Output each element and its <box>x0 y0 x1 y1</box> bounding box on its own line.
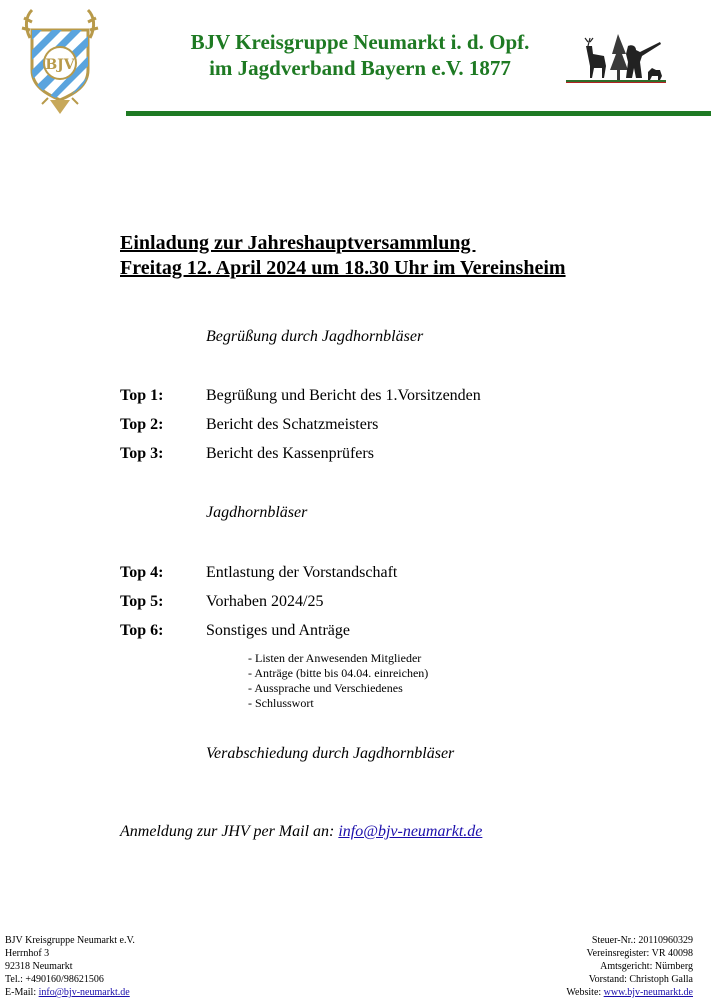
footer-phone: Tel.: +490160/98621506 <box>5 974 104 985</box>
footer-tax-number: Steuer-Nr.: 20110960329 <box>591 935 693 946</box>
agenda-top-label: Top 2: <box>120 416 164 433</box>
invitation-date: Freitag 12. April 2024 um 18.30 Uhr im Vereinsheim <box>120 257 566 279</box>
agenda-subitem: - Aussprache und Verschiedenes <box>248 681 403 695</box>
footer-email-label: E-Mail: <box>5 987 39 998</box>
footer-email <box>5 986 130 999</box>
footer-city: 92318 Neumarkt <box>5 961 73 972</box>
registration-note <box>120 822 482 842</box>
header-divider <box>126 111 711 116</box>
bjv-crest-icon <box>20 8 100 116</box>
agenda-top-text: Begrüßung und Bericht des 1.Vorsitzenden <box>206 387 481 404</box>
footer-court: Amtsgericht: Nürnberg <box>600 961 693 972</box>
agenda-top-label: Top 4: <box>120 564 164 581</box>
agenda-subitem: - Listen der Anwesenden Mitglieder <box>248 651 422 665</box>
hunter-deer-dog-silhouette-icon <box>566 32 666 84</box>
registration-text: Anmeldung zur JHV per Mail an: <box>120 823 339 840</box>
agenda-top-label: Top 5: <box>120 593 164 610</box>
footer-website <box>566 986 693 999</box>
agenda-top-text: Bericht des Kassenprüfers <box>206 445 374 462</box>
agenda-top-text: Sonstiges und Anträge <box>206 622 350 639</box>
footer-website-link[interactable]: www.bjv-neumarkt.de <box>603 987 693 998</box>
agenda-opening: Begrüßung durch Jagdhornbläser <box>206 328 424 345</box>
agenda-top-label: Top 6: <box>120 622 164 639</box>
agenda-top-label: Top 1: <box>120 387 164 404</box>
header-title-line2: im Jagdverband Bayern e.V. 1877 <box>209 56 511 80</box>
footer-board: Vorstand: Christoph Galla <box>588 974 693 985</box>
header-title-line1: BJV Kreisgruppe Neumarkt i. d. Opf. <box>190 30 530 54</box>
footer-website-label: Website: <box>566 987 604 998</box>
agenda-top-text: Entlastung der Vorstandschaft <box>206 564 398 581</box>
registration-email-link[interactable]: info@bjv-neumarkt.de <box>338 823 483 840</box>
agenda-top-label: Top 3: <box>120 445 164 462</box>
invitation-title: Einladung zur Jahreshauptversammlung <box>120 232 476 254</box>
footer-street: Herrnhof 3 <box>5 948 50 959</box>
agenda-subitem: - Schlusswort <box>248 696 314 710</box>
agenda-subitem: - Anträge (bitte bis 04.04. einreichen) <box>248 666 429 680</box>
agenda-top-text: Bericht des Schatzmeisters <box>206 416 379 433</box>
agenda-interlude: Jagdhornbläser <box>206 504 308 521</box>
footer-register: Vereinsregister: VR 40098 <box>586 948 693 959</box>
agenda-closing: Verabschiedung durch Jagdhornbläser <box>206 745 455 762</box>
footer-org-name: BJV Kreisgruppe Neumarkt e.V. <box>5 935 135 946</box>
footer-email-link[interactable]: info@bjv-neumarkt.de <box>38 987 130 998</box>
logo-crest-letters: BJV <box>45 57 75 73</box>
agenda-top-text: Vorhaben 2024/25 <box>206 593 324 610</box>
